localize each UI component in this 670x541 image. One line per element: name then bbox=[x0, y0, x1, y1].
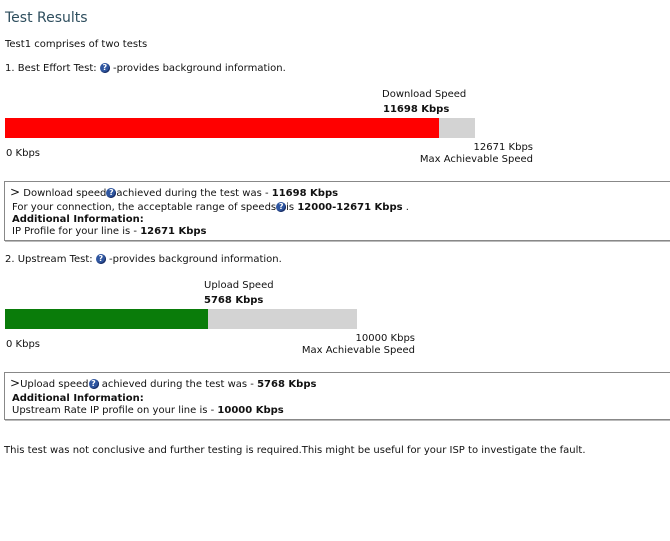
download-speed-label: Download Speed bbox=[382, 89, 467, 100]
upload-max-label: Max Achievable Speed bbox=[301, 345, 415, 356]
intro-text: Test1 comprises of two tests bbox=[5, 39, 148, 50]
download-info-line2-prefix: For your connection, the acceptable range of speeds bbox=[12, 202, 277, 213]
download-ip-profile-prefix: IP Profile for your line is - bbox=[12, 226, 138, 237]
page-title: Test Results bbox=[5, 10, 88, 26]
download-info-line4 bbox=[12, 226, 207, 237]
download-ip-profile-value: 12671 Kbps bbox=[140, 226, 207, 237]
question-mark-circle-icon[interactable]: ? bbox=[96, 254, 106, 264]
upload-max-value: 10000 Kbps bbox=[355, 333, 415, 344]
upload-additional-label: Additional Information: bbox=[12, 393, 144, 404]
chevron-right-icon[interactable]: > bbox=[10, 185, 21, 199]
download-max-value: 12671 Kbps bbox=[473, 142, 533, 153]
download-info-line1-prefix: Download speed bbox=[23, 188, 107, 199]
download-speed-value: 11698 Kbps bbox=[383, 104, 450, 115]
conclusion-text: This test was not conclusive and further testing is required.This might be useful for your ISP to investigate the fault. bbox=[4, 445, 586, 456]
upload-info-line3 bbox=[12, 405, 284, 416]
download-info-line2-mid: is bbox=[286, 202, 295, 213]
upload-achieved-value: 5768 Kbps bbox=[257, 379, 317, 390]
download-info-line1-mid: achieved during the test was - bbox=[116, 188, 269, 199]
question-mark-circle-icon[interactable]: ? bbox=[100, 63, 110, 73]
question-mark-circle-icon[interactable]: ? bbox=[89, 379, 99, 389]
download-min-label: 0 Kbps bbox=[6, 148, 41, 159]
download-speed-bar bbox=[5, 118, 475, 138]
upload-speed-value: 5768 Kbps bbox=[204, 295, 264, 306]
upload-info-line1-prefix: Upload speed bbox=[20, 379, 89, 390]
download-max-label: Max Achievable Speed bbox=[419, 154, 533, 165]
chevron-right-icon[interactable]: > bbox=[10, 376, 21, 390]
upload-speed-label: Upload Speed bbox=[204, 280, 274, 291]
download-achieved-value: 11698 Kbps bbox=[271, 188, 339, 199]
download-speed-bar-fill bbox=[5, 118, 439, 138]
upload-speed-bar bbox=[5, 309, 357, 329]
upload-info-box bbox=[4, 372, 670, 420]
download-info-line2 bbox=[12, 202, 409, 213]
upload-heading-desc: -provides background information. bbox=[109, 254, 282, 265]
upload-ip-profile-value: 10000 Kbps bbox=[217, 405, 284, 416]
download-heading bbox=[5, 63, 286, 74]
download-info-box bbox=[4, 181, 670, 241]
upload-heading bbox=[5, 254, 282, 265]
download-acceptable-range: 12000-12671 Kbps bbox=[297, 202, 403, 213]
question-mark-circle-icon[interactable]: ? bbox=[276, 202, 286, 212]
upload-min-label: 0 Kbps bbox=[6, 339, 41, 350]
upload-info-line1-mid: achieved during the test was - bbox=[101, 379, 254, 390]
upload-info-line1 bbox=[10, 376, 316, 390]
upload-speed-bar-fill bbox=[5, 309, 208, 329]
upload-heading-label: 2. Upstream Test: bbox=[5, 254, 93, 265]
download-info-line2-suffix: . bbox=[405, 202, 409, 213]
download-heading-label: 1. Best Effort Test: bbox=[5, 63, 97, 74]
download-additional-label: Additional Information: bbox=[12, 214, 144, 225]
upload-ip-profile-prefix: Upstream Rate IP profile on your line is - bbox=[12, 405, 215, 416]
question-mark-circle-icon[interactable]: ? bbox=[106, 188, 116, 198]
download-info-line1 bbox=[10, 185, 338, 199]
download-heading-desc: -provides background information. bbox=[113, 63, 286, 74]
